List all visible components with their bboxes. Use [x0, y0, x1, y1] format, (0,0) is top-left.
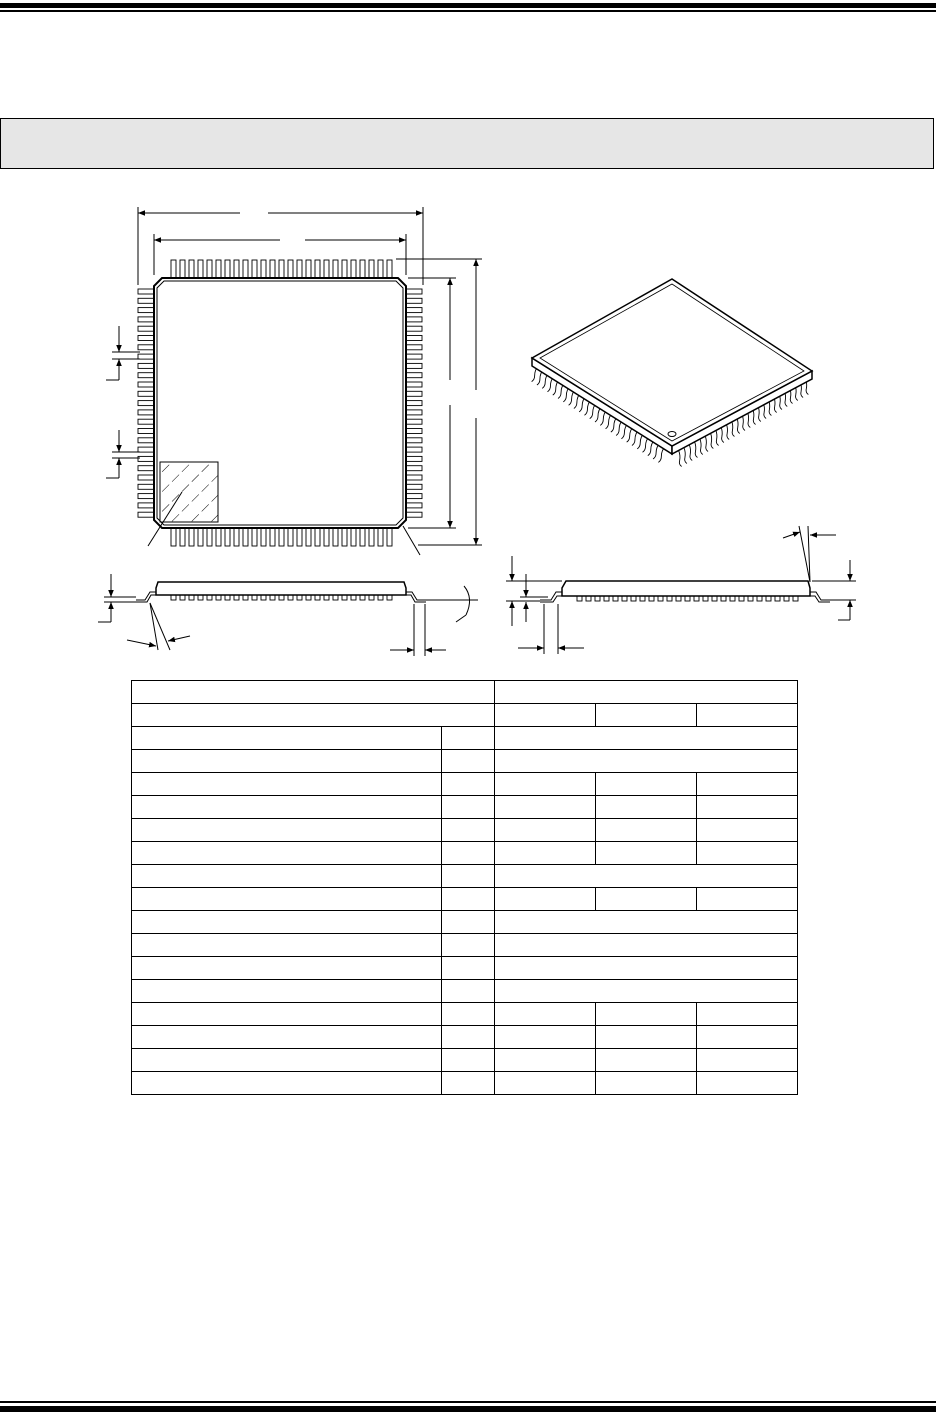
right-pin [406, 410, 422, 415]
table-cell [697, 704, 798, 727]
left-pin [138, 354, 154, 359]
right-pin [406, 401, 422, 406]
table-cell [495, 957, 798, 980]
right-pin [406, 336, 422, 341]
right-pin [406, 438, 422, 443]
iso-lead [694, 442, 697, 458]
table-row [132, 773, 798, 796]
top-pin [207, 260, 212, 278]
title-banner [0, 118, 934, 169]
top-pin [261, 260, 266, 278]
table-row [132, 911, 798, 934]
left-pin [138, 484, 154, 489]
table-cell [132, 957, 442, 980]
table-cell [495, 1026, 596, 1049]
right-pin [406, 503, 422, 508]
table-cell [132, 1003, 442, 1026]
left-pin [138, 391, 154, 396]
right-pin [406, 308, 422, 313]
top-pin [306, 260, 311, 278]
left-pin [138, 438, 154, 443]
top-pin [369, 260, 374, 278]
table-cell [132, 1072, 442, 1095]
left-pin [138, 503, 154, 508]
left-pin [138, 373, 154, 378]
table-cell [495, 727, 798, 750]
top-pin [324, 260, 329, 278]
right-pin [406, 391, 422, 396]
table-cell [596, 796, 697, 819]
table-cell [132, 911, 442, 934]
table-cell [132, 1026, 442, 1049]
top-pin [225, 260, 230, 278]
bottom-pin [297, 528, 302, 546]
top-view [106, 207, 482, 555]
left-pin [138, 382, 154, 387]
left-pin [138, 494, 154, 499]
bottom-pin [351, 528, 356, 546]
table-row [132, 865, 798, 888]
side-right-body [562, 581, 810, 596]
left-pin [138, 419, 154, 424]
table-cell [442, 750, 495, 773]
table-cell [495, 1049, 596, 1072]
bottom-pin [234, 528, 239, 546]
table-cell [697, 1003, 798, 1026]
top-pin [243, 260, 248, 278]
table-cell [132, 773, 442, 796]
table-cell [132, 681, 495, 704]
iso-lead [731, 421, 734, 437]
table-row [132, 888, 798, 911]
table-cell [442, 980, 495, 1003]
bottom-pin [369, 528, 374, 546]
table-cell [495, 796, 596, 819]
bottom-pin [387, 528, 392, 546]
side-view-left [98, 574, 478, 656]
right-pin [406, 484, 422, 489]
table-cell [697, 1072, 798, 1095]
right-pin [406, 326, 422, 331]
table-cell [442, 727, 495, 750]
iso-lead [716, 430, 719, 446]
right-pin [406, 475, 422, 480]
table-cell [442, 1072, 495, 1095]
left-pin [138, 298, 154, 303]
table-cell [596, 773, 697, 796]
top-pin [270, 260, 275, 278]
table-cell [697, 1026, 798, 1049]
bottom-pin [243, 528, 248, 546]
table-row [132, 1072, 798, 1095]
left-pin [138, 326, 154, 331]
left-pin [138, 308, 154, 313]
right-pin [406, 373, 422, 378]
table-cell [495, 865, 798, 888]
package-drawing [96, 200, 876, 670]
table-row [132, 842, 798, 865]
bottom-pin [342, 528, 347, 546]
table-cell [442, 842, 495, 865]
right-pin [406, 289, 422, 294]
table-cell [132, 750, 442, 773]
left-pin [138, 401, 154, 406]
table-row [132, 934, 798, 957]
table-cell [132, 1049, 442, 1072]
top-pin-row [171, 260, 392, 278]
pin1-dot [668, 432, 676, 437]
table-cell [596, 888, 697, 911]
table-row [132, 1026, 798, 1049]
bottom-rule-thin [0, 1401, 936, 1403]
table-cell [442, 819, 495, 842]
table-cell [697, 888, 798, 911]
iso-lead [710, 433, 713, 449]
table-cell [697, 819, 798, 842]
top-pin [198, 260, 203, 278]
bottom-pin [288, 528, 293, 546]
table-row [132, 1049, 798, 1072]
top-pin [288, 260, 293, 278]
top-pin [333, 260, 338, 278]
table-cell [442, 888, 495, 911]
bottom-pin [171, 528, 176, 546]
left-pin [138, 363, 154, 368]
table-cell [442, 796, 495, 819]
table-cell [442, 865, 495, 888]
top-pin [387, 260, 392, 278]
right-pin-row [406, 289, 422, 517]
table-row [132, 980, 798, 1003]
table-cell [442, 773, 495, 796]
top-pin [378, 260, 383, 278]
right-pin [406, 429, 422, 434]
bottom-pin [180, 528, 185, 546]
bottom-pin [261, 528, 266, 546]
iso-lead [689, 445, 692, 461]
iso-lead [705, 436, 708, 452]
bottom-pin [360, 528, 365, 546]
table-cell [442, 1026, 495, 1049]
left-pin [138, 289, 154, 294]
top-pin [180, 260, 185, 278]
side-left-body [156, 582, 406, 595]
table-cell [495, 704, 596, 727]
right-pin [406, 512, 422, 517]
top-rule-thick [0, 3, 936, 8]
iso-lead [679, 451, 682, 467]
top-pin [216, 260, 221, 278]
table-cell [495, 911, 798, 934]
table-cell [442, 1003, 495, 1026]
top-pin [189, 260, 194, 278]
top-pin [360, 260, 365, 278]
table-cell [132, 934, 442, 957]
table-cell [132, 888, 442, 911]
table-cell [596, 1072, 697, 1095]
bottom-pin [378, 528, 383, 546]
left-pin-row [138, 289, 154, 517]
table-cell [442, 957, 495, 980]
iso-lead [684, 448, 687, 464]
iso-body-top [532, 279, 812, 446]
table-row [132, 704, 798, 727]
table-row [132, 796, 798, 819]
right-pin [406, 382, 422, 387]
table-cell [697, 842, 798, 865]
bottom-pin [225, 528, 230, 546]
iso-lead [726, 424, 729, 440]
right-pin [406, 494, 422, 499]
left-pin [138, 317, 154, 322]
bottom-pin [198, 528, 203, 546]
table-row [132, 957, 798, 980]
table-cell [495, 888, 596, 911]
right-pin [406, 466, 422, 471]
left-pin [138, 336, 154, 341]
table-cell [697, 796, 798, 819]
table-cell [442, 934, 495, 957]
table-cell [132, 842, 442, 865]
table-cell [495, 934, 798, 957]
table-cell [132, 865, 442, 888]
table-row [132, 1003, 798, 1026]
left-pin [138, 410, 154, 415]
left-pin [138, 466, 154, 471]
right-pin [406, 419, 422, 424]
table-cell [132, 980, 442, 1003]
table-cell [596, 1003, 697, 1026]
right-pin [406, 447, 422, 452]
table-cell [132, 704, 495, 727]
iso-lead [700, 439, 703, 455]
right-pin [406, 317, 422, 322]
dimension-table [131, 680, 798, 1095]
top-pin [297, 260, 302, 278]
table-cell [495, 819, 596, 842]
table-cell [495, 842, 596, 865]
table-cell [495, 1072, 596, 1095]
top-pin [279, 260, 284, 278]
table-row [132, 727, 798, 750]
isometric-view [532, 279, 812, 467]
right-pin [406, 363, 422, 368]
left-pin [138, 429, 154, 434]
right-pin [406, 456, 422, 461]
left-pin [138, 345, 154, 350]
table-cell [596, 1026, 697, 1049]
table-cell [495, 681, 798, 704]
table-row [132, 750, 798, 773]
bottom-pin [252, 528, 257, 546]
top-rule-thin [0, 10, 936, 12]
table-row [132, 819, 798, 842]
table-row [132, 681, 798, 704]
table-cell [495, 980, 798, 1003]
bottom-pin [324, 528, 329, 546]
top-pin [234, 260, 239, 278]
table-cell [697, 773, 798, 796]
table-cell [132, 819, 442, 842]
left-pin [138, 475, 154, 480]
table-cell [442, 911, 495, 934]
table-cell [697, 1049, 798, 1072]
right-pin [406, 298, 422, 303]
top-pin [252, 260, 257, 278]
iso-lead [721, 427, 724, 443]
table-cell [596, 842, 697, 865]
bottom-pin [189, 528, 194, 546]
right-pin [406, 354, 422, 359]
top-pin [171, 260, 176, 278]
bottom-pin [315, 528, 320, 546]
bottom-pin [333, 528, 338, 546]
table-cell [495, 750, 798, 773]
left-pin [138, 456, 154, 461]
table-cell [132, 727, 442, 750]
table-cell [495, 1003, 596, 1026]
left-pin [138, 512, 154, 517]
bottom-pin [306, 528, 311, 546]
table-cell [596, 704, 697, 727]
table-cell [132, 796, 442, 819]
side-view-right [506, 526, 856, 654]
bottom-pin-row [171, 528, 392, 546]
top-pin [351, 260, 356, 278]
table-cell [442, 1049, 495, 1072]
table-cell [596, 1049, 697, 1072]
bottom-pin [207, 528, 212, 546]
bottom-pin [270, 528, 275, 546]
bottom-pin [216, 528, 221, 546]
table-cell [596, 819, 697, 842]
top-pin [315, 260, 320, 278]
left-pin [138, 447, 154, 452]
bottom-rule-thick [0, 1406, 936, 1412]
right-pin [406, 345, 422, 350]
top-pin [342, 260, 347, 278]
table-cell [495, 773, 596, 796]
bottom-pin [279, 528, 284, 546]
